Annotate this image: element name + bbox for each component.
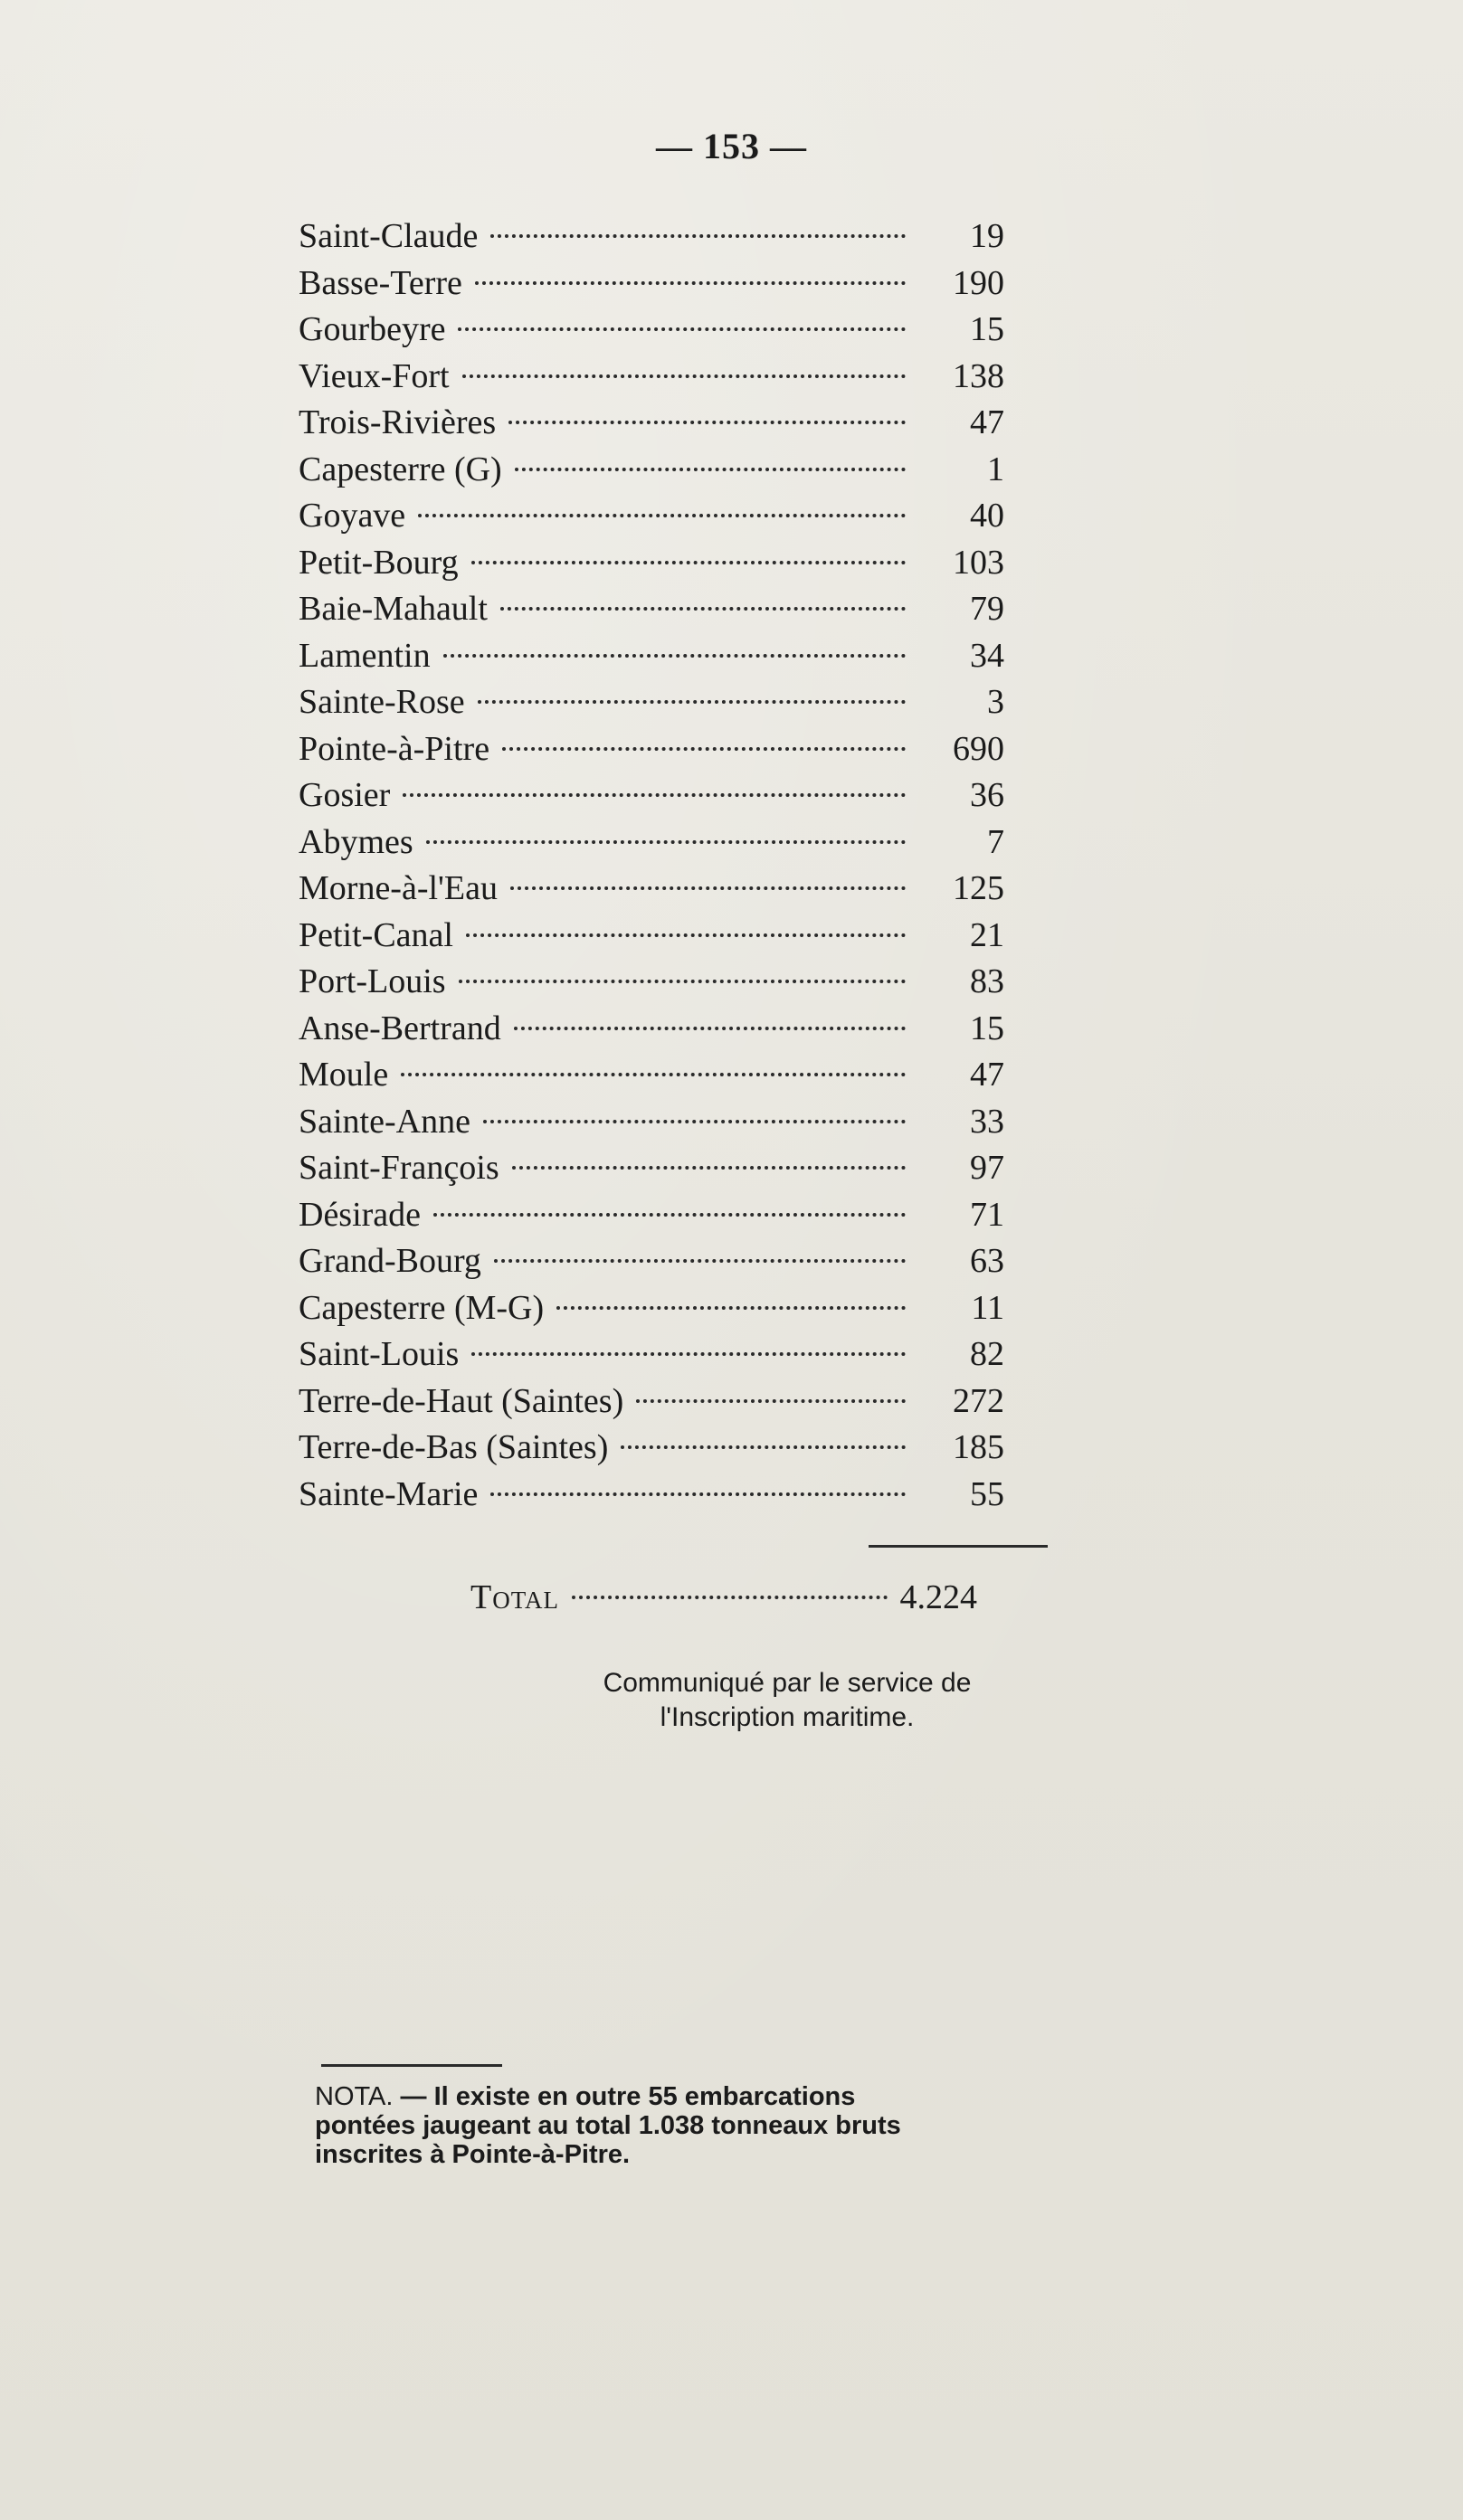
- table-row: [299, 261, 1004, 308]
- place-name: Grand-Bourg: [299, 1242, 481, 1280]
- table-row: [299, 726, 1004, 773]
- place-value: 79: [970, 590, 1004, 628]
- total-row: [470, 1574, 977, 1621]
- table-row: [299, 1052, 1004, 1099]
- place-value: 138: [953, 356, 1004, 395]
- place-name: Petit-Bourg: [299, 543, 459, 582]
- place-name: Pointe-à-Pitre: [299, 729, 490, 768]
- place-name: Terre-de-Haut (Saintes): [299, 1381, 624, 1420]
- table-row: [299, 1006, 1004, 1053]
- table-row: [299, 772, 1004, 819]
- dot-leader: [508, 421, 906, 424]
- dot-leader: [490, 1492, 906, 1496]
- dot-leader: [636, 1399, 906, 1403]
- place-value: 11: [971, 1288, 1004, 1327]
- place-name: Saint-François: [299, 1149, 499, 1187]
- place-value: 7: [987, 822, 1004, 861]
- dot-leader: [494, 1259, 906, 1263]
- place-value: 83: [970, 962, 1004, 1000]
- source-note: [507, 1666, 1068, 1735]
- table-row: [299, 679, 1004, 726]
- total-label: Total: [470, 1578, 560, 1616]
- place-name: Anse-Bertrand: [299, 1009, 501, 1047]
- dot-leader: [401, 1073, 906, 1076]
- footnote-label: NOTA.: [315, 2082, 394, 2111]
- dot-leader: [512, 1166, 906, 1170]
- place-name: Gourbeyre: [299, 310, 446, 348]
- dot-leader: [510, 886, 906, 890]
- place-name: Sainte-Anne: [299, 1102, 470, 1141]
- place-name: Terre-de-Bas (Saintes): [299, 1428, 609, 1466]
- place-name: Moule: [299, 1056, 389, 1094]
- place-name: Goyave: [299, 497, 406, 535]
- table-row: [299, 1378, 1004, 1426]
- place-value: 19: [970, 217, 1004, 255]
- place-value: 97: [970, 1149, 1004, 1187]
- place-value: 15: [970, 310, 1004, 348]
- table-row: [299, 1238, 1004, 1285]
- place-name: Trois-Rivières: [299, 403, 497, 441]
- dot-leader: [466, 933, 906, 937]
- table-row: [299, 586, 1004, 633]
- table-row: [299, 1331, 1004, 1378]
- table-row: [299, 1145, 1004, 1192]
- place-name: Basse-Terre: [299, 263, 462, 302]
- place-value: 190: [953, 263, 1004, 302]
- place-value: 15: [970, 1009, 1004, 1047]
- place-name: Gosier: [299, 776, 391, 814]
- place-value: 103: [953, 543, 1004, 582]
- dot-leader: [483, 1120, 906, 1123]
- place-name: Capesterre (G): [299, 450, 502, 488]
- place-value: 71: [970, 1195, 1004, 1234]
- dot-leader: [515, 468, 906, 471]
- place-value: 3: [987, 683, 1004, 721]
- table-row: [299, 400, 1004, 447]
- dot-leader: [433, 1213, 906, 1217]
- table-row: [299, 819, 1004, 867]
- table-row: [299, 307, 1004, 354]
- footnote-line: pontées jaugeant au total 1.038 tonneaux bruts: [315, 2111, 901, 2140]
- footnote-line: [315, 2082, 1057, 2111]
- dot-leader: [459, 980, 906, 983]
- place-value: 82: [970, 1335, 1004, 1373]
- dot-leader: [403, 793, 906, 797]
- dot-leader: [462, 374, 906, 378]
- place-value: 690: [953, 729, 1004, 768]
- source-line: Communiqué par le service de: [603, 1668, 972, 1698]
- table-row: [299, 1099, 1004, 1146]
- total-rule: [869, 1545, 1048, 1548]
- place-value: 272: [953, 1381, 1004, 1420]
- place-value: 33: [970, 1102, 1004, 1141]
- table-row: [299, 959, 1004, 1006]
- footnote-line: inscrites à Pointe-à-Pitre.: [315, 2140, 631, 2169]
- dot-leader: [443, 654, 906, 658]
- dot-leader: [426, 840, 906, 844]
- place-value: 185: [953, 1428, 1004, 1466]
- table-row: [299, 447, 1004, 494]
- place-name: Morne-à-l'Eau: [299, 869, 498, 907]
- total-value: 4.224: [899, 1578, 977, 1616]
- place-value: 63: [970, 1242, 1004, 1280]
- table-row: [299, 633, 1004, 680]
- place-name: Lamentin: [299, 636, 431, 675]
- place-value: 47: [970, 403, 1004, 441]
- table-row: [299, 866, 1004, 913]
- place-name: Baie-Mahault: [299, 590, 488, 628]
- place-value: 125: [953, 869, 1004, 907]
- dot-leader: [556, 1306, 906, 1310]
- dot-leader: [471, 561, 906, 564]
- place-value: 47: [970, 1056, 1004, 1094]
- dot-leader: [572, 1596, 887, 1599]
- place-name: Saint-Claude: [299, 217, 479, 255]
- dot-leader: [478, 700, 906, 704]
- place-name: Désirade: [299, 1195, 422, 1234]
- dot-leader: [502, 747, 906, 751]
- table-row: [299, 354, 1004, 401]
- table-row: [299, 1192, 1004, 1239]
- table-row: [299, 1425, 1004, 1472]
- table-row: [299, 1472, 1004, 1519]
- place-value: 21: [970, 915, 1004, 954]
- dot-leader: [418, 514, 906, 517]
- data-table: [299, 213, 1004, 1518]
- table-row: [299, 913, 1004, 960]
- footnote: [315, 2082, 1057, 2169]
- place-value: 36: [970, 776, 1004, 814]
- place-name: Sainte-Marie: [299, 1474, 479, 1513]
- dot-leader: [514, 1027, 906, 1030]
- table-row: [299, 493, 1004, 540]
- dot-leader: [471, 1352, 906, 1356]
- footnote-rule: [321, 2064, 502, 2067]
- dot-leader: [500, 607, 906, 611]
- source-line: l'Inscription maritime.: [660, 1702, 915, 1732]
- place-name: Abymes: [299, 822, 413, 861]
- place-name: Petit-Canal: [299, 915, 453, 954]
- footnote-text: — Il existe en outre 55 embarcations: [393, 2082, 856, 2111]
- table-row: [299, 213, 1004, 261]
- dot-leader: [475, 281, 906, 285]
- page-number: — 153 —: [656, 126, 807, 166]
- table-row: [299, 1285, 1004, 1332]
- dot-leader: [458, 327, 906, 331]
- dot-leader: [621, 1445, 906, 1449]
- place-name: Capesterre (M-G): [299, 1288, 545, 1327]
- dot-leader: [490, 234, 906, 238]
- table-row: [299, 540, 1004, 587]
- place-name: Vieux-Fort: [299, 356, 450, 395]
- place-value: 55: [970, 1474, 1004, 1513]
- place-value: 40: [970, 497, 1004, 535]
- place-value: 34: [970, 636, 1004, 675]
- place-name: Sainte-Rose: [299, 683, 465, 721]
- place-name: Saint-Louis: [299, 1335, 460, 1373]
- place-value: 1: [987, 450, 1004, 488]
- place-name: Port-Louis: [299, 962, 446, 1000]
